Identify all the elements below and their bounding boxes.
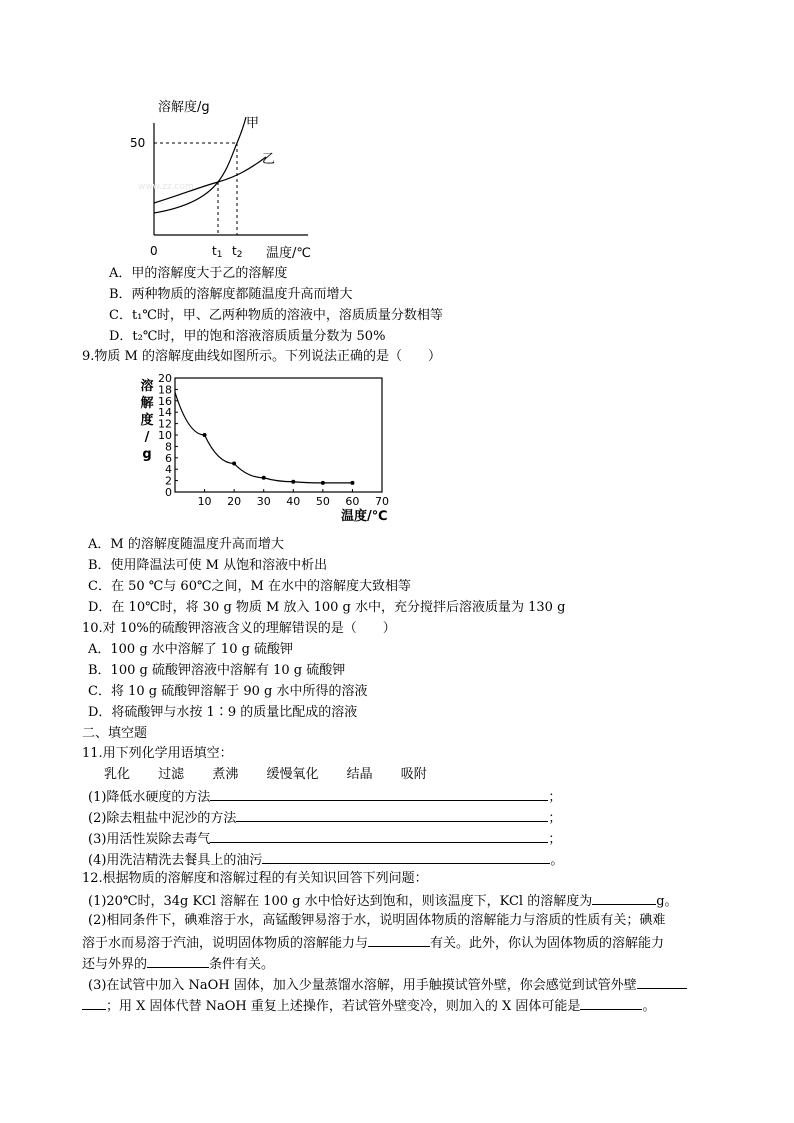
q8-ylabel: 溶解度/g — [158, 100, 210, 115]
q10-option-b: B．100 g 硫酸钾溶液中溶解有 10 g 硫酸钾 — [88, 663, 346, 678]
q9-option-d: D．在 10℃时，将 30 g 物质 M 放入 100 g 水中，充分搅拌后溶液质量为 130 g — [88, 600, 566, 615]
q9-ylabel-char: 解 — [140, 396, 154, 411]
q8-solubility-chart — [120, 95, 320, 265]
q9-y-tick-label: 4 — [165, 463, 172, 477]
q8-label-jia: 甲 — [246, 116, 260, 131]
q8-option-b: B．两种物质的溶解度都随温度升高而增大 — [109, 287, 353, 302]
q9-xlabel: 温度/℃ — [341, 509, 388, 524]
q9-data-point — [232, 462, 236, 466]
q11-item-2: (2)除去粗盐中泥沙的方法 ； — [88, 811, 562, 826]
q11-item-3: (3)用活性炭除去毒气 ； — [88, 832, 562, 847]
q9-data-point — [262, 476, 266, 480]
q11-choice: 吸附 — [400, 767, 427, 782]
q9-x-tick-label: 10 — [197, 495, 212, 508]
q9-x-tick-label: 40 — [286, 495, 301, 508]
q8-y-tick-50: 50 — [130, 136, 146, 150]
q9-ylabel-char: / — [144, 430, 150, 445]
q12-blank-1[interactable] — [592, 892, 656, 905]
q9-ylabel-char: 度 — [140, 413, 154, 428]
q11-item-1: (1)降低水硬度的方法 ； — [88, 790, 562, 805]
q8-curve-yi — [154, 157, 266, 203]
q9-y-tick-label: 20 — [158, 372, 172, 385]
q12-part-2b: 溶于水而易溶于汽油，说明固体物质的溶解能力与 有关。此外，你认为固体物质的溶解能力 — [82, 936, 665, 951]
q12-part-2c: 还与外界的 条件有关。 — [82, 957, 275, 972]
q8-tick-t2: t2 — [232, 244, 243, 260]
q9-y-tick-label: 2 — [165, 474, 172, 488]
q9-x-tick-label: 30 — [256, 495, 271, 508]
q9-y-tick-label: 6 — [165, 451, 172, 465]
q9-option-a: A．M 的溶解度随温度升高而增大 — [88, 537, 284, 552]
q9-solubility-chart — [135, 370, 405, 526]
q9-ylabel-char: g — [142, 447, 152, 462]
q10-stem: 10.对 10%的硫酸钾溶液含义的理解错误的是（ ） — [82, 621, 396, 636]
q9-ylabel-char: 溶 — [140, 379, 154, 394]
q10-option-d: D．将硫酸钾与水按 1∶9 的质量比配成的溶液 — [88, 705, 358, 720]
q9-x-tick-label: 60 — [345, 495, 360, 508]
q12-stem: 12.根据物质的溶解度和溶解过程的有关知识回答下列问题： — [82, 871, 428, 886]
q9-y-tick-label: 8 — [165, 440, 172, 454]
q12-part-3a: (3)在试管中加入 NaOH 固体，加入少量蒸馏水溶解，用手触摸试管外壁，你会感觉到试管外壁 — [88, 976, 687, 994]
q12-blank-3[interactable] — [147, 955, 209, 968]
q11-blank-3[interactable] — [210, 830, 548, 843]
q8-option-d: D．t₂℃时，甲的饱和溶液溶质质量分数为 50% — [109, 329, 386, 344]
q10-option-a: A．100 g 水中溶解了 10 g 硫酸钾 — [88, 642, 294, 657]
q12-part-3b: ；用 X 固体代替 NaOH 重复上述操作，若试管外壁变冷，则加入的 X 固体可能是 。 — [82, 997, 655, 1015]
q9-data-point — [350, 481, 354, 485]
q11-blank-4[interactable] — [262, 851, 550, 864]
q8-label-yi: 乙 — [262, 152, 276, 167]
q11-blank-2[interactable] — [236, 809, 548, 822]
q9-data-point — [321, 481, 325, 485]
q9-y-tick-label: 18 — [158, 383, 172, 397]
q9-x-tick-label: 50 — [315, 495, 330, 508]
q9-curve-m — [175, 392, 352, 483]
q9-stem: 9.物质 M 的溶解度曲线如图所示。下列说法正确的是（ ） — [82, 349, 441, 364]
q12-blank-5[interactable] — [580, 997, 642, 1010]
q11-choice: 煮沸 — [212, 767, 239, 782]
q11-blank-1[interactable] — [210, 788, 548, 801]
q9-x-tick-label: 70 — [375, 495, 389, 508]
q9-x-tick-label: 20 — [227, 495, 242, 508]
q11-item-4: (4)用洗洁精洗去餐具上的油污 。 — [88, 853, 564, 868]
section-fill-in-title: 二、填空题 — [82, 726, 148, 741]
q11-stem: 11.用下列化学用语填空： — [82, 746, 233, 761]
q9-y-tick-label: 0 — [165, 486, 172, 499]
q8-option-a: A．甲的溶解度大于乙的溶解度 — [109, 266, 288, 281]
q12-part-2a: (2)相同条件下，碘难溶于水，高锰酸钾易溶于水，说明固体物质的溶解能力与溶质的性质有关；碘难 — [88, 913, 666, 928]
q9-option-b: B．使用降温法可使 M 从饱和溶液中析出 — [88, 558, 328, 573]
q9-y-tick-label: 14 — [158, 406, 172, 420]
q8-tick-t1: t1 — [212, 244, 223, 260]
q11-choice: 乳化 — [104, 767, 131, 782]
q8-xlabel: 温度/℃ — [266, 246, 311, 261]
q11-choice: 结晶 — [346, 767, 373, 782]
q11-choice: 缓慢氧化 — [266, 767, 319, 782]
q8-watermark: www.zz.com — [138, 182, 194, 192]
q8-option-c: C．t₁℃时，甲、乙两种物质的溶液中，溶质质量分数相等 — [109, 308, 443, 323]
q9-y-tick-label: 10 — [158, 429, 172, 442]
q11-choice: 过滤 — [158, 767, 185, 782]
q9-option-c: C．在 50 ℃与 60℃之间，M 在水中的溶解度大致相等 — [88, 579, 411, 594]
q9-y-tick-label: 12 — [158, 417, 172, 431]
q9-data-point — [291, 480, 295, 484]
q12-blank-4a[interactable] — [637, 976, 687, 989]
q12-blank-2[interactable] — [368, 934, 430, 947]
q9-data-point — [203, 433, 207, 437]
q9-y-tick-label: 16 — [158, 394, 172, 408]
q10-option-c: C．将 10 g 硫酸钾溶解于 90 g 水中所得的溶液 — [88, 684, 368, 699]
q12-blank-4b[interactable] — [82, 997, 106, 1010]
q12-part-1: (1)20℃时，34g KCl 溶解在 100 g 水中恰好达到饱和，则该温度下，KCl 的溶解度为 g。 — [88, 894, 678, 909]
q8-origin: 0 — [150, 244, 158, 258]
q11-choices — [104, 767, 451, 783]
